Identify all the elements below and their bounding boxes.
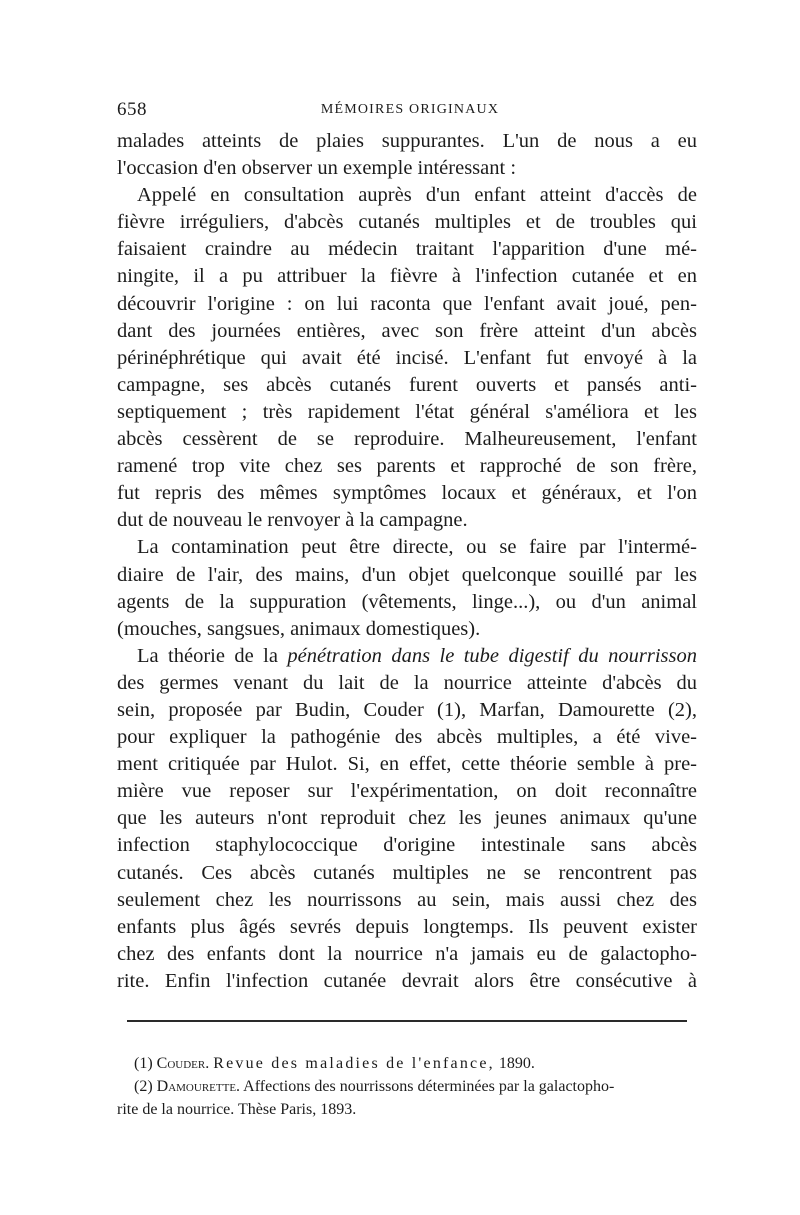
footnotes [117, 1052, 697, 1121]
running-head [117, 99, 697, 121]
footnote-title: Revue des maladies de l'enfance, [213, 1055, 495, 1072]
text-line: dant des journées entières, avec son frère atteint d'un abcès [117, 319, 697, 342]
text-line: seulement chez les nourrissons au sein, mais aussi chez des [117, 888, 697, 911]
paragraph-first-line: La contamination peut être directe, ou se faire par l'intermé- [137, 536, 697, 559]
text-line: septiquement ; très rapidement l'état général s'améliora et les [117, 400, 697, 423]
text-line: ramené trop vite chez ses parents et rapproché de son frère, [117, 455, 697, 478]
text-line: l'occasion d'en observer un exemple intéressant : [117, 157, 517, 180]
text-line: abcès cessèrent de se reproduire. Malheureusement, l'enfant [117, 428, 697, 451]
footnote-author: Damourette. [156, 1078, 241, 1095]
text-line: rite. Enfin l'infection cutanée devrait alors être consécutive à [117, 969, 697, 992]
text-line: chez des enfants dont la nourrice n'a jamais eu de galactopho- [117, 942, 697, 965]
text-segment: La théorie de la [137, 644, 278, 667]
body-text [117, 128, 697, 995]
text-line: malades atteints de plaies suppurantes. L'un de nous a eu [117, 130, 697, 152]
footnote-2 [117, 1075, 697, 1098]
footnote-divider [127, 1020, 687, 1022]
running-title: MÉMOIRES ORIGINAUX [320, 102, 500, 117]
text-line: ment critiquée par Hulot. Si, en effet, cette théorie semble à pre- [117, 753, 697, 776]
footnote-text: Affections des nourrissons déterminées par la galactopho- [243, 1078, 615, 1095]
text-line: que les auteurs n'ont reproduit chez les jeunes animaux qu'une [117, 807, 697, 830]
text-line: des germes venant du lait de la nourrice atteinte d'abcès du [117, 671, 697, 694]
footnote-2-continuation: rite de la nourrice. Thèse Paris, 1893. [117, 1101, 357, 1118]
footnote-marker: (2) [134, 1078, 153, 1095]
paragraph-first-line [117, 643, 697, 670]
text-line: diaire de l'air, des mains, d'un objet quelconque souillé par les [117, 563, 697, 586]
footnote-marker: (1) [134, 1055, 153, 1072]
footnote-year: 1890. [498, 1055, 535, 1072]
footnote-author: Couder. [156, 1055, 210, 1072]
text-line: sein, proposée par Budin, Couder (1), Marfan, Damourette (2), [117, 698, 697, 721]
text-line: mière vue reposer sur l'expérimentation, on doit reconnaître [117, 780, 697, 803]
text-line: cutanés. Ces abcès cutanés multiples ne se rencontrent pas [117, 861, 697, 884]
text-line: (mouches, sangsues, animaux domestiques). [117, 617, 481, 640]
italic-phrase: pénétration dans le tube digestif du nourrisson [287, 644, 698, 667]
text-line: dut de nouveau le renvoyer à la campagne. [117, 509, 468, 532]
text-line: ningite, il a pu attribuer la fièvre à l'infection cutanée et en [117, 265, 697, 288]
text-line: fut repris des mêmes symptômes locaux et généraux, et l'on [117, 482, 697, 505]
text-line: agents de la suppuration (vêtements, linge...), ou d'un animal [117, 590, 697, 613]
paragraph-first-line: Appelé en consultation auprès d'un enfant atteint d'accès de [137, 184, 697, 207]
text-line: pour expliquer la pathogénie des abcès multiples, a été vive- [117, 726, 697, 749]
text-line: infection staphylococcique d'origine intestinale sans abcès [117, 834, 697, 857]
page-number: 658 [117, 99, 147, 120]
text-line: campagne, ses abcès cutanés furent ouverts et pansés anti- [117, 373, 697, 396]
text-line: fièvre irréguliers, d'abcès cutanés multiples et de troubles qui [117, 211, 697, 234]
footnote-1 [117, 1052, 697, 1075]
text-line: découvrir l'origine : on lui raconta que l'enfant avait joué, pen- [117, 292, 697, 315]
text-line: périnéphrétique qui avait été incisé. L'enfant fut envoyé à la [117, 346, 697, 369]
text-line: faisaient craindre au médecin traitant l'apparition d'une mé- [117, 238, 697, 261]
text-line: enfants plus âgés sevrés depuis longtemps. Ils peuvent exister [117, 915, 697, 938]
